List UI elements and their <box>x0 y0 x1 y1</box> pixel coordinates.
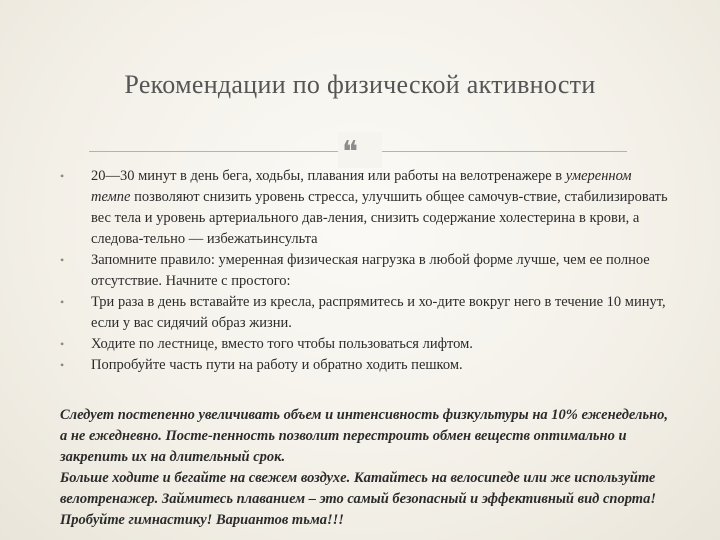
summary-paragraph: Следует постепенно увеличивать объем и интенсивность физкультуры на 10% еженедельно, а не ежедневно. Посте-пенность позволит перестроить обмен веществ оптимально и закрепить их на длительный срок. <box>60 407 668 465</box>
slide-title: Рекомендации по физической активности <box>124 70 596 99</box>
bullet-icon: • <box>60 337 65 351</box>
list-item <box>60 334 670 355</box>
bullet-icon: • <box>60 358 65 372</box>
summary-paragraph: Больше ходите и бегайте на свежем воздухе. Катайтесь на велосипеде или же используйте велотренажер. Займитесь плаванием – это самый безопасный и эффективный вид спорта! Пробуйте гимнастику! Вариантов тьма!!! <box>60 470 656 528</box>
bullet-text: Запомните правило: умеренная физическая нагрузка в любой форме лучше, чем ее полное отсутствие. Начните с простого: <box>91 252 650 289</box>
list-item <box>60 292 670 334</box>
bullet-text: Ходите по лестнице, вместо того чтобы пользоваться лифтом. <box>91 336 473 352</box>
bullet-text-italic: умеренном темпе <box>91 168 632 205</box>
bullet-text-start: 20—30 минут в день бега, ходьбы, плавания или работы на велотренажере в <box>91 168 566 184</box>
bullet-text-end: позволяют снизить уровень стресса, улучшить общее самочув-ствие, стабилизировать вес тела и уровень артериального дав-ления, снизить содержание холестерина в крови, а следова-тельно — избежатьинсульта <box>91 189 668 247</box>
summary-block <box>60 405 670 531</box>
svg-text:❝: ❝ <box>342 135 359 168</box>
list-item <box>60 250 670 292</box>
bullet-icon: • <box>60 295 65 309</box>
bullet-text: Попробуйте часть пути на работу и обратно ходить пешком. <box>91 357 463 373</box>
bullet-icon: • <box>60 253 65 267</box>
ornament-icon <box>338 132 382 168</box>
bullet-icon: • <box>60 169 65 183</box>
bullet-list <box>60 166 670 376</box>
list-item <box>60 166 670 250</box>
list-item <box>60 355 670 376</box>
bullet-text: Три раза в день вставайте из кресла, распрямитесь и хо-дите вокруг него в течение 10 минут, если у вас сидячий образ жизни. <box>91 294 666 331</box>
